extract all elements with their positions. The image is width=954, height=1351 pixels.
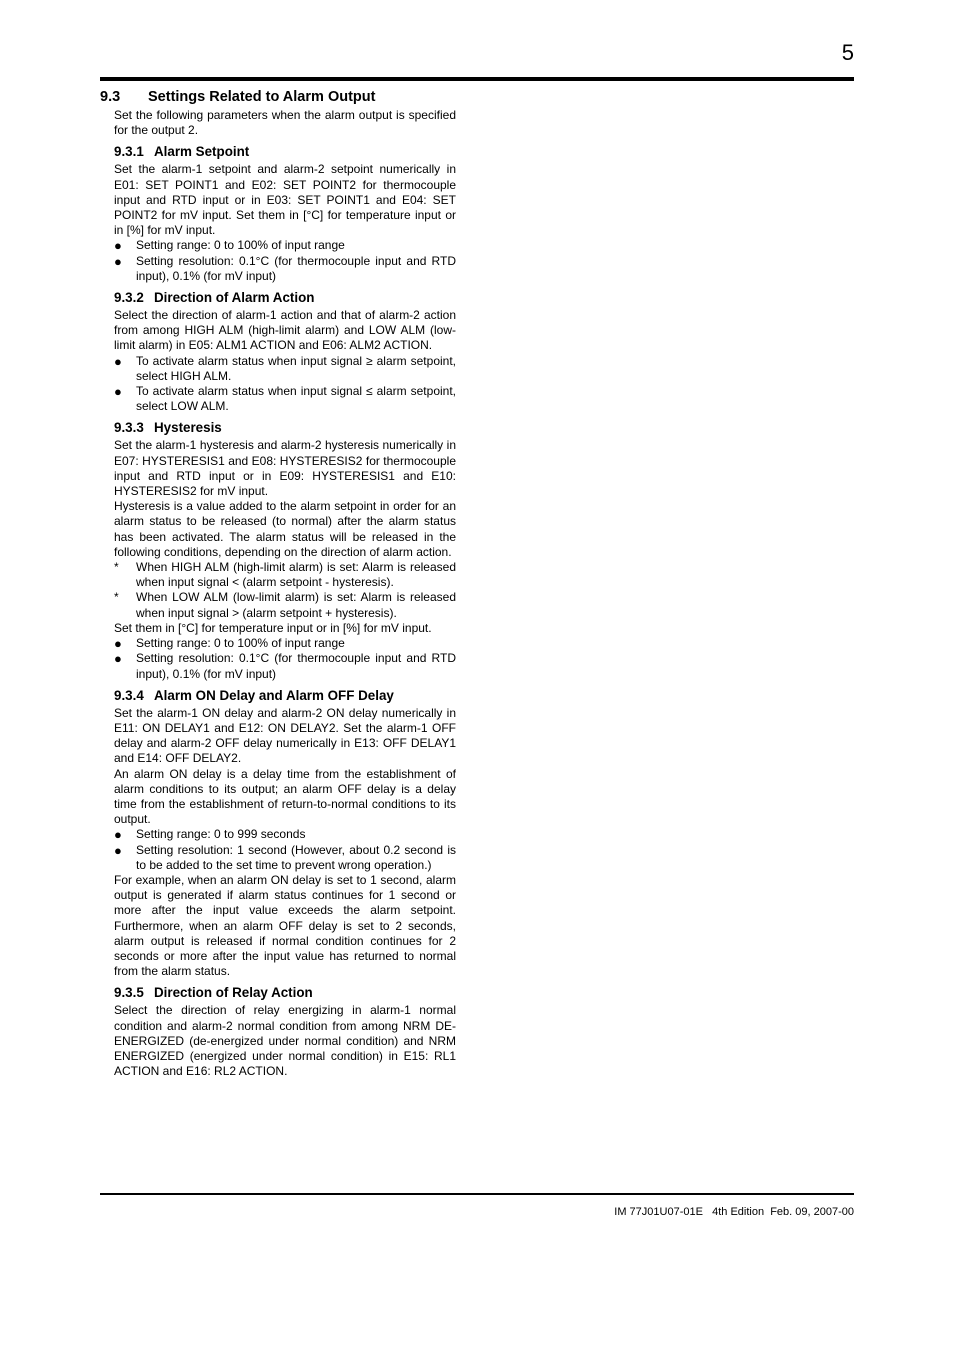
section-heading [100, 89, 456, 106]
note-list [100, 560, 456, 621]
bullet-icon: ● [114, 842, 122, 858]
subsection-heading-hysteresis: 9.3.3 Hysteresis [114, 420, 222, 436]
list-item: * When LOW ALM (low-limit alarm) is set: Alarm is released when input signal > (alarm setpoint + hysteresis). [114, 590, 456, 620]
paragraph: For example, when an alarm ON delay is set to 1 second, alarm output is generated if alarm status continues for 1 second or more after the input value exceeds the alarm setpoint. Furthermore, when an alarm OFF delay is set to 2 seconds, alarm output is released if normal condition continues for 2 seconds or more after the input value has returned to normal from the alarm status. [114, 872, 456, 979]
list-item: ● Setting range: 0 to 100% of input range [114, 636, 345, 652]
list-item: ● To activate alarm status when input signal ≤ alarm setpoint, select LOW ALM. [114, 384, 456, 414]
list-item: ● Setting resolution: 0.1°C (for thermocouple input and RTD input), 0.1% (for mV input) [114, 253, 456, 283]
list-item: ● Setting range: 0 to 999 seconds [114, 827, 306, 843]
list-item: ● To activate alarm status when input signal ≥ alarm setpoint, select HIGH ALM. [114, 353, 456, 383]
bullet-list [100, 827, 456, 873]
list-item: ● Setting resolution: 0.1°C (for thermocouple input and RTD input), 0.1% (for mV input) [114, 651, 456, 681]
section-intro: Set the following parameters when the alarm output is specified for the output 2. [114, 108, 456, 138]
paragraph: Select the direction of alarm-1 action and that of alarm-2 action from among HIGH ALM (high-limit alarm) and LOW ALM (low-limit alarm) in E05: ALM1 ACTION and E06: ALM2 ACTION. [114, 308, 456, 353]
paragraph: Select the direction of relay energizing in alarm-1 normal condition and alarm-2 normal condition from among NRM DE-ENERGIZED (de-energized under normal condition) and NRM ENERGIZED (energized under normal condition) in E15: RL1 ACTION and E16: RL2 ACTION. [114, 1003, 456, 1079]
bullet-list [100, 636, 456, 682]
bullet-icon: ● [114, 353, 122, 369]
page-number: 5 [841, 40, 854, 65]
list-item: ● Setting resolution: 1 second (However, about 0.2 second is to be added to the set time to prevent wrong operation.) [114, 842, 456, 872]
paragraph: Set the alarm-1 ON delay and alarm-2 ON delay numerically in E11: ON DELAY1 and E12: ON DELAY2. Set the alarm-1 OFF delay and alarm-2 OFF delay numerically in E13: OFF DELAY1 and E14: OFF DELAY2. [114, 705, 456, 766]
bullet-icon: ● [114, 253, 122, 269]
asterisk-icon: * [114, 590, 119, 605]
paragraph: An alarm ON delay is a delay time from the establishment of alarm conditions to its output; an alarm OFF delay is a delay time from the establishment of return-to-normal conditions to its output. [114, 766, 456, 827]
subsection-heading-alarm-delay: 9.3.4 Alarm ON Delay and Alarm OFF Delay [114, 687, 394, 703]
bullet-list [100, 238, 456, 284]
bullet-icon: ● [114, 384, 122, 400]
section-title: Settings Related to Alarm Output [148, 89, 376, 105]
footer-document-info: IM 77J01U07-01E 4th Edition Feb. 09, 2007-00 [614, 1206, 854, 1218]
asterisk-icon: * [114, 560, 119, 575]
header-rule [100, 77, 854, 81]
subsection-heading-direction-of-alarm-action: 9.3.2 Direction of Alarm Action [114, 290, 315, 306]
paragraph: Set the alarm-1 setpoint and alarm-2 setpoint numerically in E01: SET POINT1 and E02: SET POINT2 for thermocouple input and RTD input or in E03: SET POINT1 and E04: SET POINT2 for mV input. Set them in [°C] for temperature input or in [%] for mV input. [114, 162, 456, 238]
footer-rule [100, 1193, 854, 1195]
paragraph: Hysteresis is a value added to the alarm setpoint in order for an alarm status to be released (to normal) after the alarm status has been activated. The alarm status will be released in the following conditions, depending on the direction of alarm action. [114, 499, 456, 559]
list-item: ● Setting range: 0 to 100% of input range [114, 238, 345, 254]
bullet-list [100, 354, 456, 415]
bullet-icon: ● [114, 636, 122, 652]
list-item: * When HIGH ALM (high-limit alarm) is set: Alarm is released when input signal < (alarm setpoint - hysteresis). [114, 560, 456, 590]
bullet-icon: ● [114, 827, 122, 843]
paragraph: Set the alarm-1 hysteresis and alarm-2 hysteresis numerically in E07: HYSTERESIS1 and E08: HYSTERESIS2 for thermocouple input and RTD input or in E09: HYSTERESIS1 and E10: HYSTERESIS2 for mV input. [114, 438, 456, 499]
subsection-heading-alarm-setpoint: 9.3.1 Alarm Setpoint [114, 144, 250, 160]
text-column [100, 89, 456, 1079]
section-number: 9.3 [100, 89, 121, 105]
bullet-icon: ● [114, 651, 122, 667]
paragraph: Set them in [°C] for temperature input or in [%] for mV input. [114, 620, 432, 635]
bullet-icon: ● [114, 238, 122, 254]
subsection-heading-relay-action: 9.3.5 Direction of Relay Action [114, 985, 313, 1001]
